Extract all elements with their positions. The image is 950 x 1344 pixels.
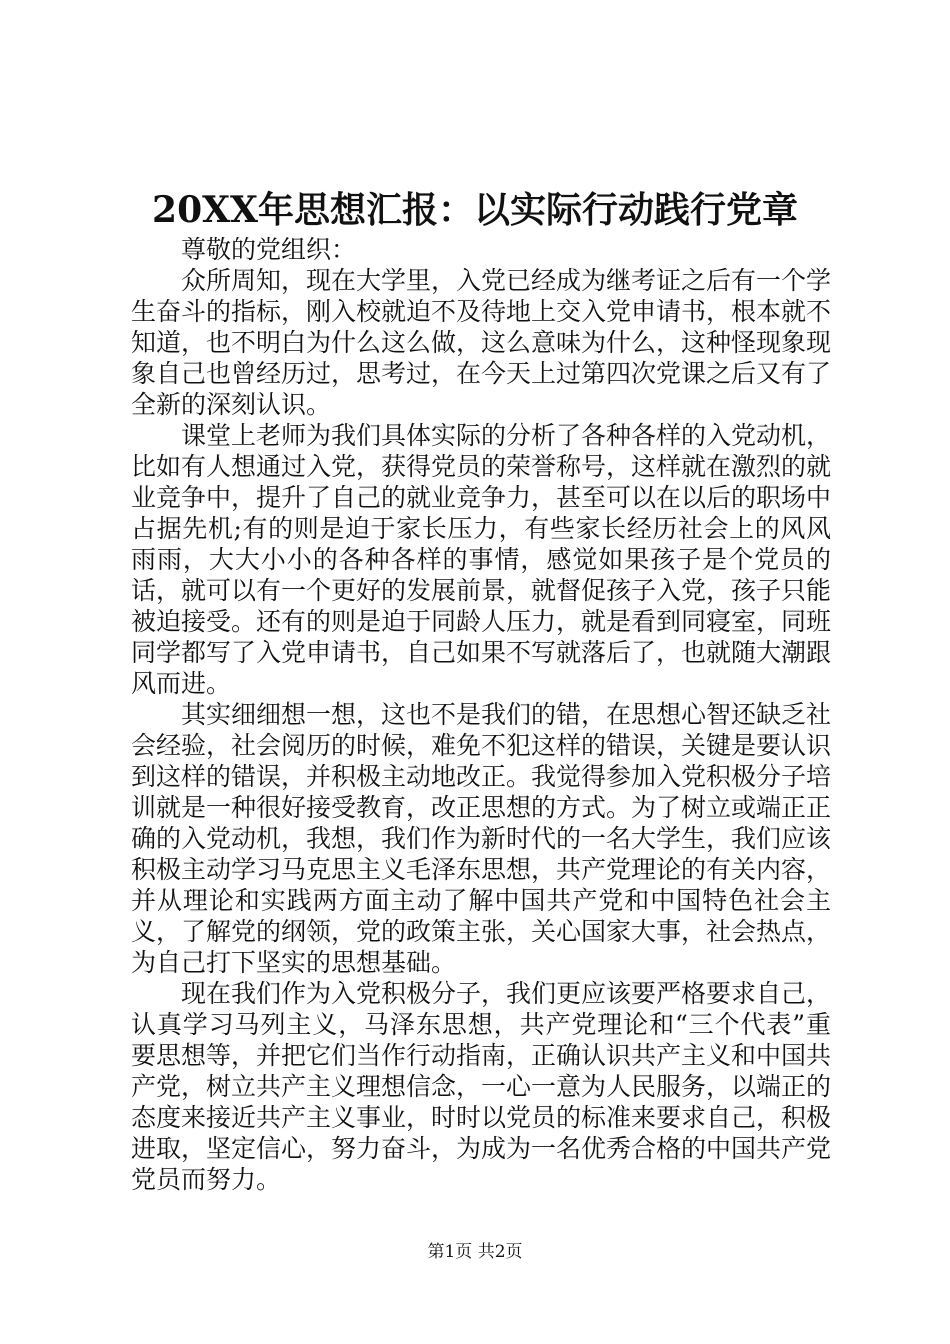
page-number-footer: 第1页 共2页 [427, 1242, 523, 1262]
paragraph-3: 其实细细想一想，这也不是我们的错，在思想心智还缺乏社会经验，社会阅历的时候，难免不犯这样的错误，关键是要认识到这样的错误，并积极主动地改正。我觉得参加入党积极分子培训就是一种很好接受教育，改正思想的方式。为了树立或端正正确的入党动机，我想，我们作为新时代的一名大学生，我们应该积极主动学习马克思主义毛泽东思想，共产党理论的有关内容，并从理论和实践两方面主动了解中国共产党和中国特色社会主义，了解党的纲领，党的政策主张，关心国家大事，社会热点，为自己打下坚实的思想基础。 [131, 700, 832, 977]
document-body [131, 234, 831, 1195]
paragraph-4: 现在我们作为入党积极分子，我们更应该要严格要求自己，认真学习马列主义，马泽东思想，共产党理论和“三个代表”重要思想等，并把它们当作行动指南，正确认识共产主义和中国共产党，树立共产主义理想信念，一心一意为人民服务，以端正的态度来接近共产主义事业，时时以党员的标准来要求自己，积极进取，坚定信心，努力奋斗，为成为一名优秀合格的中国共产党党员而努力。 [131, 979, 832, 1194]
document-title: 20XX年思想汇报：以实际行动践行党章 [152, 189, 798, 231]
salutation: 尊敬的党组织： [181, 235, 357, 264]
paragraph-2: 课堂上老师为我们具体实际的分析了各种各样的入党动机，比如有人想通过入党，获得党员的荣誉称号，这样就在激烈的就业竞争中，提升了自己的就业竞争力，甚至可以在以后的职场中占据先机;有的则是迫于家长压力，有些家长经历社会上的风风雨雨，大大小小的各种各样的事情，感觉如果孩子是个党员的话，就可以有一个更好的发展前景，就督促孩子入党，孩子只能被迫接受。还有的则是迫于同龄人压力，就是看到同寝室，同班同学都写了入党申请书，自己如果不写就落后了，也就随大潮跟风而进。 [131, 421, 832, 698]
paragraph-1: 众所周知，现在大学里，入党已经成为继考证之后有一个学生奋斗的指标，刚入校就迫不及待地上交入党申请书，根本就不知道，也不明白为什么这么做，这么意味为什么，这种怪现象现象自己也曾经历过，思考过，在今天上过第四次党课之后又有了全新的深刻认识。 [131, 266, 832, 419]
